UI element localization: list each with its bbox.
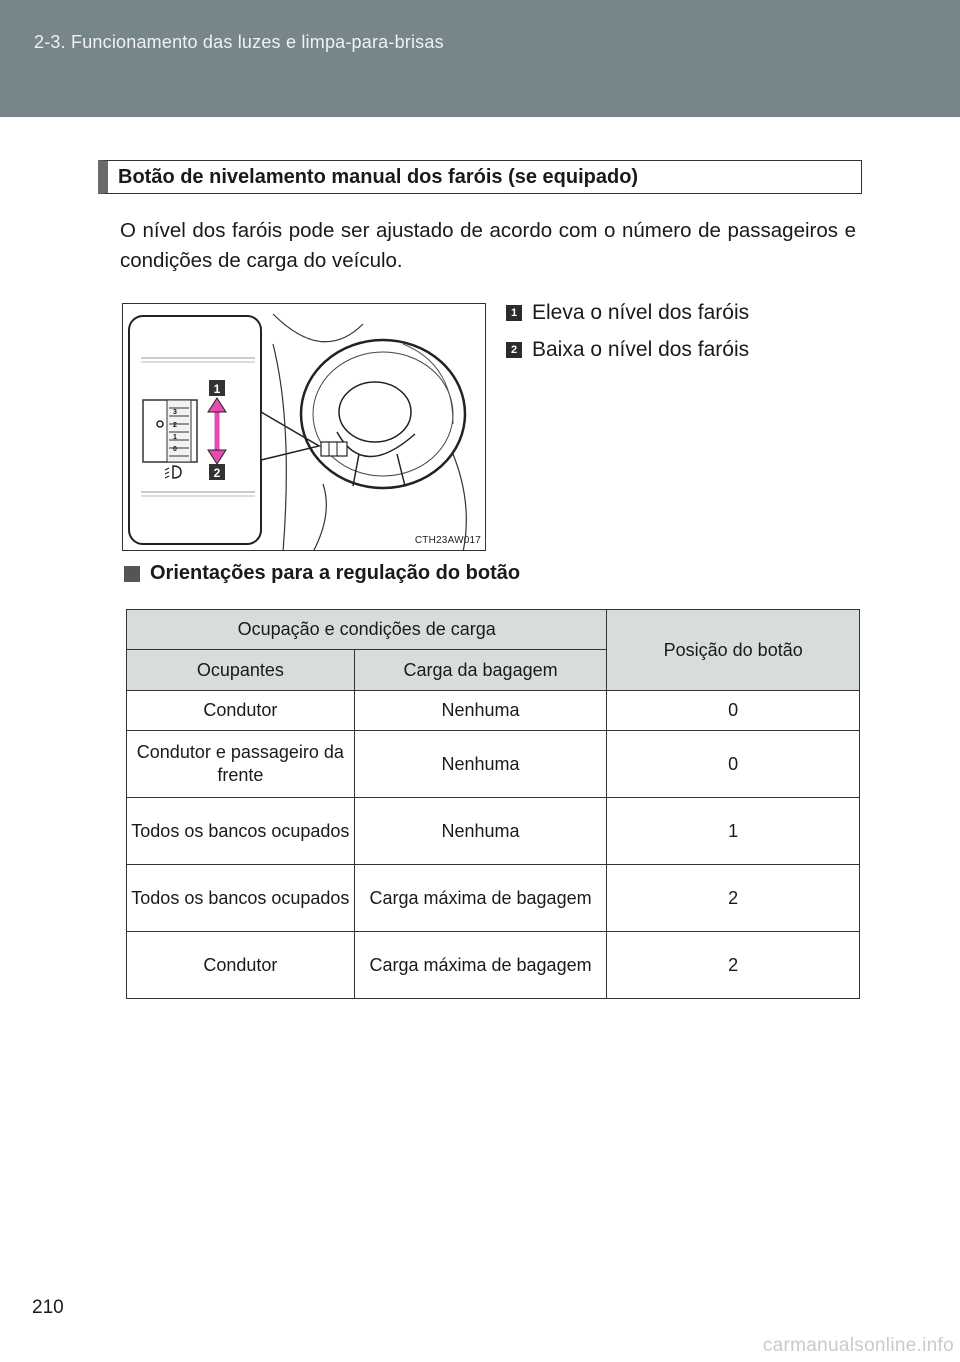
cell-position: 1 xyxy=(607,798,860,865)
section-title-box xyxy=(98,160,862,194)
page-number: 210 xyxy=(32,1297,64,1318)
cell-position: 0 xyxy=(607,731,860,798)
dial-mark-3: 3 xyxy=(173,409,177,416)
dial-mark-0: 0 xyxy=(173,446,177,453)
cell-position: 0 xyxy=(607,691,860,731)
cell-occupants: Todos os bancos ocupados xyxy=(127,798,355,865)
cell-position: 2 xyxy=(607,865,860,932)
table-row xyxy=(127,932,860,999)
header-band xyxy=(0,0,960,117)
header-occupancy-load: Ocupação e condições de carga xyxy=(127,610,607,650)
callout-1: 1 xyxy=(213,382,221,396)
legend-text-raise: Eleva o nível dos faróis xyxy=(532,301,750,324)
header-knob-position: Posição do botão xyxy=(607,610,860,691)
intro-paragraph: O nível dos faróis pode ser ajustado de acordo com o número de passageiros e condições de carga do veículo. xyxy=(120,219,856,272)
chapter-title: 2-3. Funcionamento das luzes e limpa-para-brisas xyxy=(34,32,444,52)
cell-occupants: Condutor xyxy=(127,932,355,999)
steering-wheel xyxy=(301,340,465,488)
section-title: Botão de nivelamento manual dos faróis (se equipado) xyxy=(118,166,639,188)
callout-2: 2 xyxy=(213,466,221,480)
table-row xyxy=(127,798,860,865)
legend-item-raise xyxy=(506,298,749,328)
cell-occupants: Todos os bancos ocupados xyxy=(127,865,355,932)
cell-load: Nenhuma xyxy=(354,798,607,865)
table-row xyxy=(127,691,860,731)
cell-position: 2 xyxy=(607,932,860,999)
badge-1: 1 xyxy=(506,305,522,321)
table-row xyxy=(127,731,860,798)
dial-mark-2: 2 xyxy=(173,422,177,429)
dial-mark-1: 1 xyxy=(173,434,177,441)
cell-load: Nenhuma xyxy=(354,731,607,798)
header-luggage-load: Carga da bagagem xyxy=(354,650,607,691)
cell-load: Carga máxima de bagagem xyxy=(354,932,607,999)
legend-item-lower xyxy=(506,335,749,365)
cell-load: Nenhuma xyxy=(354,691,607,731)
cell-load: Carga máxima de bagagem xyxy=(354,865,607,932)
guide-heading xyxy=(124,562,520,585)
headlight-leveling-illustration xyxy=(122,303,486,551)
heading-square-icon xyxy=(124,566,140,582)
guide-heading-text: Orientações para a regulação do botão xyxy=(150,562,521,584)
leveling-guide-table xyxy=(126,609,860,999)
header-occupants: Ocupantes xyxy=(127,650,355,691)
table-row xyxy=(127,865,860,932)
cell-occupants: Condutor xyxy=(127,691,355,731)
badge-2: 2 xyxy=(506,342,522,358)
dashboard-drawing xyxy=(123,304,486,551)
legend-text-lower: Baixa o nível dos faróis xyxy=(532,338,750,361)
cell-occupants: Condutor e passageiro da frente xyxy=(127,731,355,798)
figure-code: CTH23AW017 xyxy=(414,535,481,546)
watermark: carmanualsonline.info xyxy=(762,1335,954,1356)
